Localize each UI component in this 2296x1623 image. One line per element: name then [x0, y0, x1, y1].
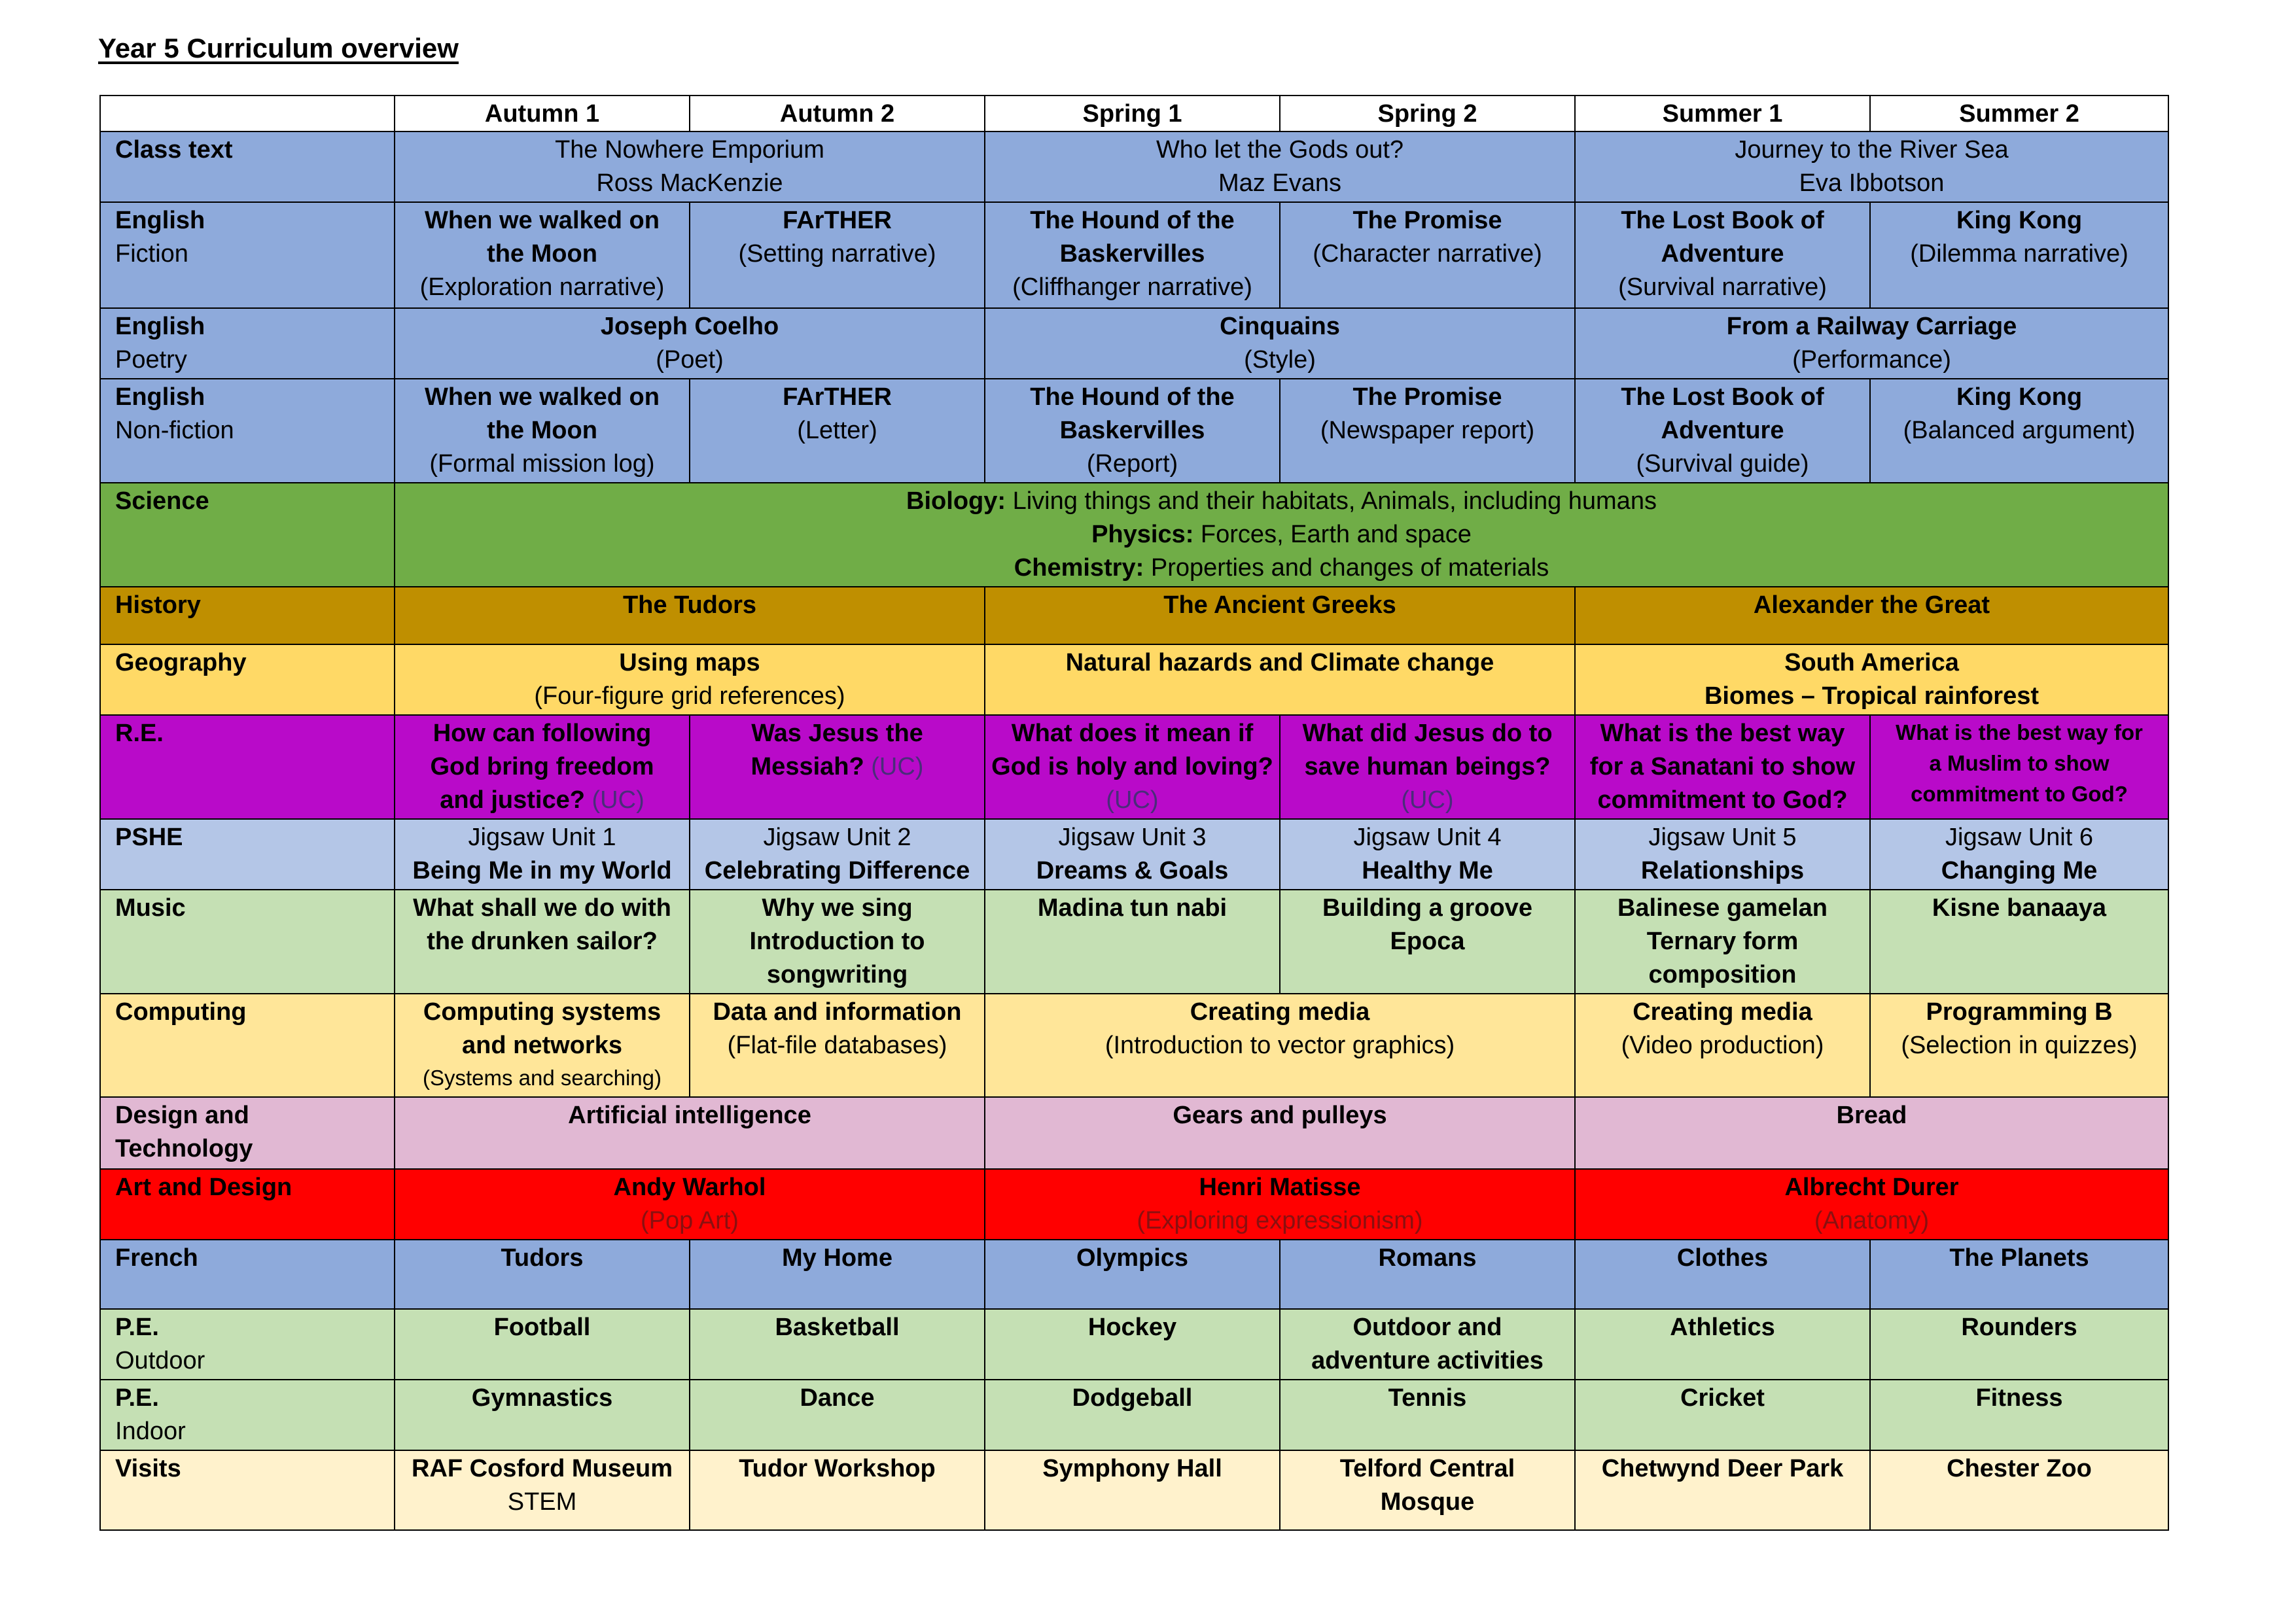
- row-label: Computing: [100, 994, 395, 1097]
- pe-cell: Dodgeball: [985, 1380, 1280, 1450]
- term-header: Spring 1: [985, 96, 1280, 131]
- computing-cell: Data and information (Flat-file databases): [690, 994, 985, 1097]
- dt-cell: Artificial intelligence: [395, 1097, 985, 1169]
- art-cell: Henri Matisse (Exploring expressionism): [985, 1169, 1575, 1240]
- header-corner: [100, 96, 395, 131]
- book-author: Ross MacKenzie: [596, 169, 783, 197]
- fiction-cell: FArTHER (Setting narrative): [690, 202, 985, 308]
- french-cell: My Home: [690, 1240, 985, 1309]
- row-label: History: [100, 587, 395, 644]
- row-label: Music: [100, 890, 395, 994]
- computing-cell: Creating media (Introduction to vector graphics): [985, 994, 1575, 1097]
- term-header: Autumn 1: [395, 96, 690, 131]
- geography-cell: Using maps (Four-figure grid references): [395, 644, 985, 715]
- poetry-cell: Cinquains (Style): [985, 308, 1575, 379]
- term-header: Spring 2: [1280, 96, 1575, 131]
- row-label: English Poetry: [100, 308, 395, 379]
- pshe-cell: Jigsaw Unit 3 Dreams & Goals: [985, 819, 1280, 890]
- class-text-cell: [395, 131, 985, 202]
- row-label: Art and Design: [100, 1169, 395, 1240]
- term-header: Summer 2: [1870, 96, 2168, 131]
- visit-cell: Chester Zoo: [1870, 1450, 2168, 1530]
- french-cell: Romans: [1280, 1240, 1575, 1309]
- nonfiction-cell: The Hound of the Baskervilles (Report): [985, 379, 1280, 483]
- pshe-cell: Jigsaw Unit 4 Healthy Me: [1280, 819, 1575, 890]
- art-row: [100, 1169, 2168, 1240]
- nonfiction-cell: King Kong (Balanced argument): [1870, 379, 2168, 483]
- row-label: Geography: [100, 644, 395, 715]
- english-poetry-row: [100, 308, 2168, 379]
- pe-cell: Fitness: [1870, 1380, 2168, 1450]
- pshe-cell: Jigsaw Unit 5 Relationships: [1575, 819, 1870, 890]
- geography-cell: Natural hazards and Climate change: [985, 644, 1575, 715]
- fiction-cell: The Hound of the Baskervilles (Cliffhanger narrative): [985, 202, 1280, 308]
- row-label: Class text: [100, 131, 395, 202]
- art-cell: Albrecht Durer (Anatomy): [1575, 1169, 2168, 1240]
- pshe-cell: Jigsaw Unit 6 Changing Me: [1870, 819, 2168, 890]
- history-cell: The Ancient Greeks: [985, 587, 1575, 644]
- term-header-row: [100, 96, 2168, 131]
- computing-row: [100, 994, 2168, 1097]
- book-author: Maz Evans: [1218, 169, 1341, 197]
- science-row: [100, 483, 2168, 587]
- row-label: Science: [100, 483, 395, 587]
- row-label: PSHE: [100, 819, 395, 890]
- row-label: P.E. Indoor: [100, 1380, 395, 1450]
- french-cell: Olympics: [985, 1240, 1280, 1309]
- dt-row: [100, 1097, 2168, 1169]
- pe-cell: Hockey: [985, 1309, 1280, 1380]
- curriculum-table: [99, 95, 2169, 1531]
- dt-cell: Bread: [1575, 1097, 2168, 1169]
- pe-cell: Basketball: [690, 1309, 985, 1380]
- pe-cell: Tennis: [1280, 1380, 1575, 1450]
- french-cell: The Planets: [1870, 1240, 2168, 1309]
- french-row: [100, 1240, 2168, 1309]
- history-row: [100, 587, 2168, 644]
- row-label: English Fiction: [100, 202, 395, 308]
- fiction-cell: The Lost Book of Adventure (Survival narrative): [1575, 202, 1870, 308]
- music-cell: Why we sing Introduction to songwriting: [690, 890, 985, 994]
- page-title: Year 5 Curriculum overview: [98, 33, 459, 63]
- pe-cell: Athletics: [1575, 1309, 1870, 1380]
- row-label: Design and Technology: [100, 1097, 395, 1169]
- visit-cell: Telford Central Mosque: [1280, 1450, 1575, 1530]
- pe-cell: Dance: [690, 1380, 985, 1450]
- pe-cell: Football: [395, 1309, 690, 1380]
- fiction-cell: When we walked on the Moon (Exploration narrative): [395, 202, 690, 308]
- row-label: R.E.: [100, 715, 395, 819]
- re-cell: What does it mean if God is holy and loving? (UC): [985, 715, 1280, 819]
- music-cell: Building a groove Epoca: [1280, 890, 1575, 994]
- pe-indoor-row: [100, 1380, 2168, 1450]
- computing-cell: Computing systems and networks (Systems and searching): [395, 994, 690, 1097]
- pshe-row: [100, 819, 2168, 890]
- pe-cell: Outdoor and adventure activities: [1280, 1309, 1575, 1380]
- visits-row: [100, 1450, 2168, 1530]
- english-nonfiction-row: [100, 379, 2168, 483]
- re-row: [100, 715, 2168, 819]
- nonfiction-cell: The Lost Book of Adventure (Survival guide): [1575, 379, 1870, 483]
- term-header: Summer 1: [1575, 96, 1870, 131]
- row-label: P.E. Outdoor: [100, 1309, 395, 1380]
- french-cell: Clothes: [1575, 1240, 1870, 1309]
- book-author: Eva Ibbotson: [1799, 169, 1945, 197]
- dt-cell: Gears and pulleys: [985, 1097, 1575, 1169]
- re-cell: How can following God bring freedom and justice? (UC): [395, 715, 690, 819]
- term-header: Autumn 2: [690, 96, 985, 131]
- re-cell: Was Jesus the Messiah? (UC): [690, 715, 985, 819]
- pe-cell: Gymnastics: [395, 1380, 690, 1450]
- visit-cell: Chetwynd Deer Park: [1575, 1450, 1870, 1530]
- pe-outdoor-row: [100, 1309, 2168, 1380]
- row-label: English Non-fiction: [100, 379, 395, 483]
- re-cell: What is the best way for a Sanatani to show commitment to God?: [1575, 715, 1870, 819]
- class-text-cell: [1575, 131, 2168, 202]
- music-cell: Madina tun nabi: [985, 890, 1280, 994]
- geography-row: [100, 644, 2168, 715]
- poetry-cell: From a Railway Carriage (Performance): [1575, 308, 2168, 379]
- music-cell: Kisne banaaya: [1870, 890, 2168, 994]
- fiction-cell: King Kong (Dilemma narrative): [1870, 202, 2168, 308]
- science-cell: Biology: Living things and their habitats, Animals, including humans Physics: Forces, Earth and space Chemistry: Properties and changes of materials: [395, 483, 2168, 587]
- music-cell: Balinese gamelan Ternary form composition: [1575, 890, 1870, 994]
- music-row: [100, 890, 2168, 994]
- visit-cell: Symphony Hall: [985, 1450, 1280, 1530]
- pe-cell: Cricket: [1575, 1380, 1870, 1450]
- history-cell: Alexander the Great: [1575, 587, 2168, 644]
- music-cell: What shall we do with the drunken sailor?: [395, 890, 690, 994]
- class-text-row: [100, 131, 2168, 202]
- nonfiction-cell: The Promise (Newspaper report): [1280, 379, 1575, 483]
- book-title: Who let the Gods out?: [1156, 136, 1404, 164]
- pshe-cell: Jigsaw Unit 2 Celebrating Difference: [690, 819, 985, 890]
- visit-cell: RAF Cosford Museum STEM: [395, 1450, 690, 1530]
- poetry-cell: Joseph Coelho (Poet): [395, 308, 985, 379]
- computing-cell: Programming B (Selection in quizzes): [1870, 994, 2168, 1097]
- row-label: Visits: [100, 1450, 395, 1530]
- pshe-cell: Jigsaw Unit 1 Being Me in my World: [395, 819, 690, 890]
- book-title: Journey to the River Sea: [1735, 136, 2009, 164]
- pe-cell: Rounders: [1870, 1309, 2168, 1380]
- computing-cell: Creating media (Video production): [1575, 994, 1870, 1097]
- book-title: The Nowhere Emporium: [555, 136, 824, 164]
- geography-cell: South America Biomes – Tropical rainforest: [1575, 644, 2168, 715]
- nonfiction-cell: When we walked on the Moon (Formal mission log): [395, 379, 690, 483]
- history-cell: The Tudors: [395, 587, 985, 644]
- fiction-cell: The Promise (Character narrative): [1280, 202, 1575, 308]
- re-cell: What is the best way for a Muslim to show commitment to God?: [1870, 715, 2168, 819]
- class-text-cell: [985, 131, 1575, 202]
- english-fiction-row: [100, 202, 2168, 308]
- row-label: French: [100, 1240, 395, 1309]
- re-cell: What did Jesus do to save human beings? (UC): [1280, 715, 1575, 819]
- visit-cell: Tudor Workshop: [690, 1450, 985, 1530]
- nonfiction-cell: FArTHER (Letter): [690, 379, 985, 483]
- french-cell: Tudors: [395, 1240, 690, 1309]
- art-cell: Andy Warhol (Pop Art): [395, 1169, 985, 1240]
